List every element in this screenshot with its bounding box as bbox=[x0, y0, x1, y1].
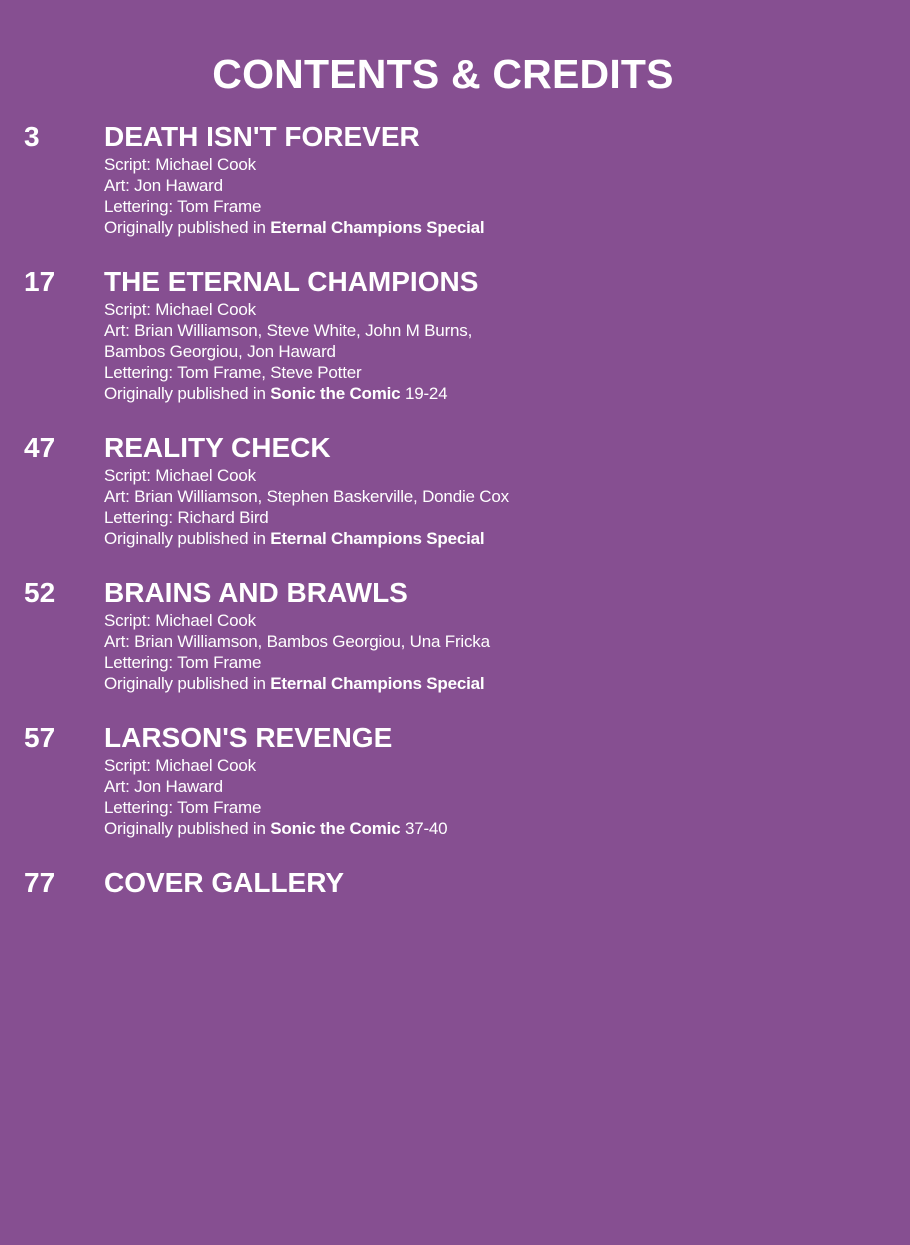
script-credit: Script: Michael Cook bbox=[104, 756, 256, 775]
script-credit: Script: Michael Cook bbox=[104, 611, 256, 630]
publication-credit bbox=[104, 818, 884, 839]
entry-page-number: 52 bbox=[24, 577, 56, 608]
lettering-credit: Lettering: Tom Frame, Steve Potter bbox=[104, 363, 362, 382]
publication-credit bbox=[104, 383, 884, 404]
art-credit: Art: Brian Williamson, Steve White, John M Burns, bbox=[104, 321, 473, 340]
publication-title: Eternal Champions Special bbox=[270, 529, 485, 548]
entry-page-number: 57 bbox=[24, 722, 56, 753]
publication-title: Sonic the Comic bbox=[270, 384, 401, 403]
entry-page-number: 3 bbox=[24, 121, 40, 152]
contents-entry bbox=[24, 721, 884, 839]
publication-prefix: Originally published in bbox=[104, 218, 271, 237]
publication-title: Eternal Champions Special bbox=[270, 674, 485, 693]
script-credit: Script: Michael Cook bbox=[104, 155, 256, 174]
publication-prefix: Originally published in bbox=[104, 674, 271, 693]
lettering-credit: Lettering: Richard Bird bbox=[104, 508, 269, 527]
entry-title: DEATH ISN'T FOREVER bbox=[104, 121, 420, 152]
art-credit-continued: Bambos Georgiou, Jon Haward bbox=[104, 342, 336, 361]
contents-entry bbox=[24, 120, 884, 238]
contents-entry bbox=[24, 431, 884, 549]
lettering-credit: Lettering: Tom Frame bbox=[104, 197, 262, 216]
publication-title: Sonic the Comic bbox=[270, 819, 401, 838]
entry-title: LARSON'S REVENGE bbox=[104, 722, 393, 753]
lettering-credit: Lettering: Tom Frame bbox=[104, 798, 262, 817]
publication-issues: 19-24 bbox=[400, 384, 448, 403]
contents-entry bbox=[24, 576, 884, 694]
entry-page-number: 17 bbox=[24, 266, 56, 297]
contents-list bbox=[24, 120, 884, 927]
contents-entry bbox=[24, 866, 884, 900]
publication-prefix: Originally published in bbox=[104, 529, 271, 548]
art-credit: Art: Brian Williamson, Stephen Baskerville, Dondie Cox bbox=[104, 487, 509, 506]
publication-prefix: Originally published in bbox=[104, 384, 271, 403]
contents-entry bbox=[24, 265, 884, 404]
lettering-credit: Lettering: Tom Frame bbox=[104, 653, 262, 672]
entry-title: COVER GALLERY bbox=[104, 867, 345, 898]
publication-prefix: Originally published in bbox=[104, 819, 271, 838]
publication-title: Eternal Champions Special bbox=[270, 218, 485, 237]
art-credit: Art: Jon Haward bbox=[104, 176, 223, 195]
publication-credit bbox=[104, 528, 884, 549]
entry-title: BRAINS AND BRAWLS bbox=[104, 577, 408, 608]
entry-page-number: 47 bbox=[24, 432, 56, 463]
entry-title: REALITY CHECK bbox=[104, 432, 331, 463]
art-credit: Art: Brian Williamson, Bambos Georgiou, Una Fricka bbox=[104, 632, 490, 651]
publication-issues: 37-40 bbox=[400, 819, 448, 838]
entry-page-number: 77 bbox=[24, 867, 56, 898]
publication-credit bbox=[104, 217, 884, 238]
script-credit: Script: Michael Cook bbox=[104, 300, 256, 319]
art-credit: Art: Jon Haward bbox=[104, 777, 223, 796]
page-title: CONTENTS & CREDITS bbox=[212, 51, 674, 97]
script-credit: Script: Michael Cook bbox=[104, 466, 256, 485]
publication-credit bbox=[104, 673, 884, 694]
entry-title: THE ETERNAL CHAMPIONS bbox=[104, 266, 479, 297]
